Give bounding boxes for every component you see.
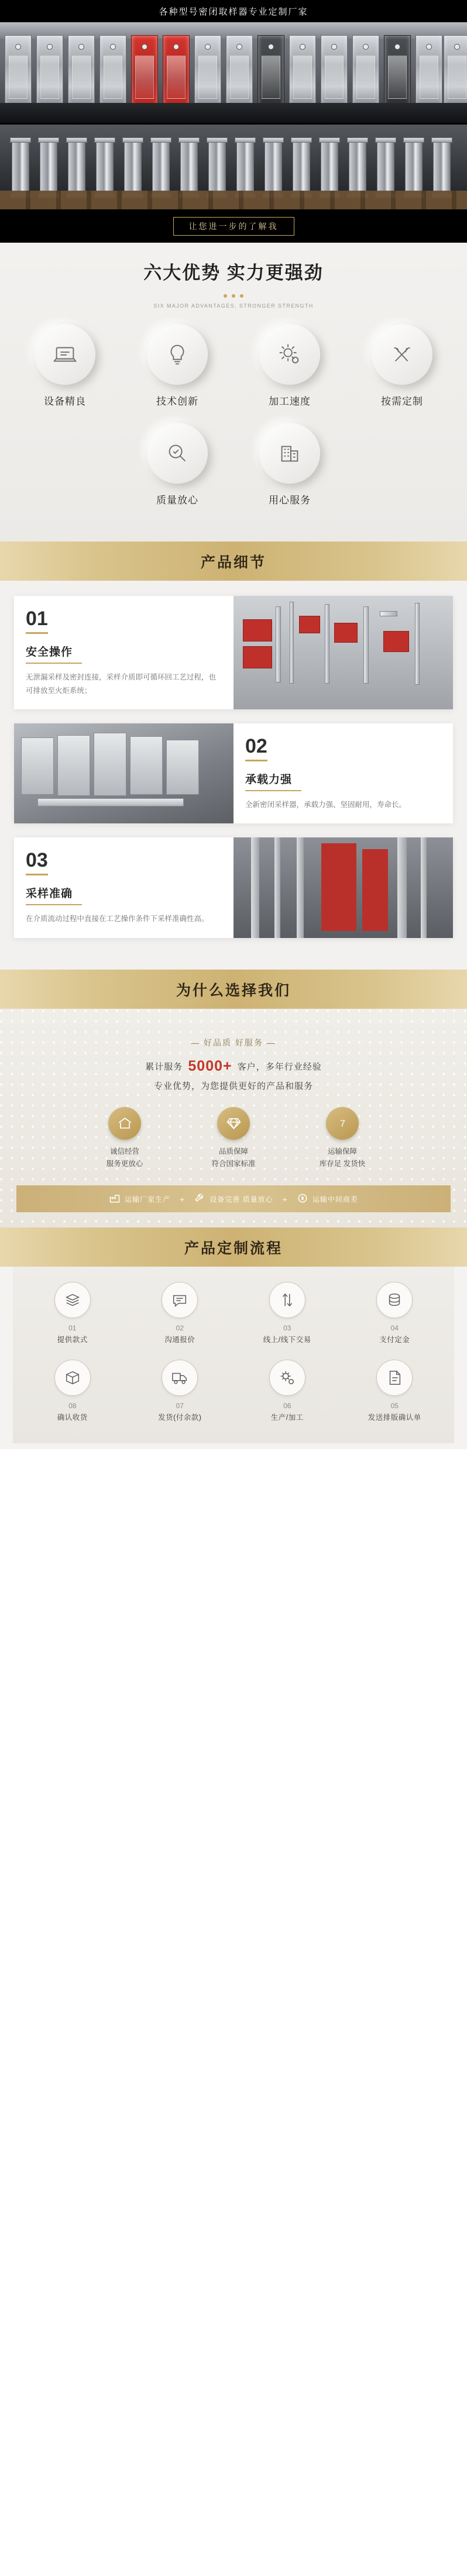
box-icon	[54, 1360, 91, 1396]
detail-card-03	[14, 837, 453, 937]
why-card-line1: 诚信经营	[109, 1147, 139, 1156]
detail-card-title: 承载力强	[245, 774, 293, 787]
advantages-grid	[0, 324, 467, 522]
flow-section-header	[0, 1227, 467, 1267]
why-stat-line2: 专业优势，为您提供更好的产品和服务	[153, 1081, 313, 1091]
advantage-label: 加工速度	[269, 396, 311, 407]
sampler-closeup-red-image	[234, 596, 453, 709]
title-underline	[26, 904, 82, 905]
details-section-title: 产品细节	[200, 554, 266, 571]
detail-card-title: 采样准确	[26, 888, 73, 901]
flow-step-number: 06	[283, 1402, 291, 1410]
advantages-ribbon-label: 让您进一步的了解我	[173, 217, 294, 236]
why-section-header	[0, 970, 467, 1009]
hero-photo-strip	[0, 22, 467, 209]
advantage-label: 按需定制	[381, 396, 423, 407]
sampler-industrial-site-image	[234, 837, 453, 937]
svg-text:7: 7	[339, 1118, 345, 1129]
detail-card-body: 无泄漏采样及密封连接，采样介质即可循环回工艺过程，也可排放至火炬系统；	[26, 673, 217, 695]
stat-number: 5000+	[188, 1057, 232, 1074]
why-card-line1: 运输保障	[327, 1147, 357, 1156]
advantage-label: 技术创新	[156, 396, 198, 407]
strip-plus: +	[180, 1194, 185, 1204]
stack-icon	[54, 1282, 91, 1318]
flow-step-label: 线上/线下交易	[263, 1336, 311, 1344]
flow-step-label: 发货(付余款)	[158, 1413, 202, 1422]
why-card-line1: 品质保障	[218, 1147, 248, 1156]
flow-step-4	[341, 1282, 449, 1344]
why-cards	[0, 1107, 467, 1171]
flow-step-label: 支付定金	[379, 1336, 410, 1344]
flow-section	[0, 1267, 467, 1449]
title-underline	[245, 790, 301, 791]
advantages-section	[0, 209, 467, 542]
gears-icon	[269, 1360, 305, 1396]
sampler-cabinet-gray-image	[14, 723, 234, 823]
wrench-icon	[194, 1192, 205, 1206]
flow-step-2	[126, 1282, 234, 1344]
strip-item-label: 运输中间商差	[312, 1195, 358, 1203]
why-card-line2: 库存足 发货快	[319, 1159, 366, 1168]
detail-card-number: 01	[26, 609, 48, 634]
flow-step-number: 01	[68, 1324, 77, 1332]
advantage-label: 用心服务	[269, 495, 311, 506]
flow-step-number: 07	[176, 1402, 184, 1410]
hero-photo-bottom	[0, 123, 467, 209]
strip-plus: +	[282, 1194, 287, 1204]
hero-photo-top	[0, 22, 467, 123]
advantage-item-5	[135, 423, 220, 506]
why-card-3	[304, 1107, 380, 1171]
flow-step-5	[341, 1360, 449, 1422]
stat-suffix: 客户，多年行业经验	[237, 1061, 322, 1072]
details-section	[0, 581, 467, 970]
flow-step-label: 提供款式	[57, 1336, 88, 1344]
magnifier-icon	[147, 423, 208, 484]
why-section	[0, 1009, 467, 1228]
detail-card-text	[14, 596, 234, 709]
detail-card-text	[234, 723, 453, 823]
flow-step-label: 生产/加工	[270, 1413, 304, 1422]
building-icon	[259, 423, 320, 484]
bulb-icon	[147, 324, 208, 385]
gear-icon	[259, 324, 320, 385]
flow-step-8	[19, 1360, 126, 1422]
flow-grid	[13, 1267, 454, 1443]
detail-card-body: 在介质流动过程中直接在工艺操作条件下采样准确性高。	[26, 915, 209, 923]
advantage-item-6	[247, 423, 332, 506]
why-stat-line1	[0, 1058, 467, 1075]
detail-card-number: 03	[26, 850, 48, 875]
document-icon	[376, 1360, 413, 1396]
flow-step-number: 08	[68, 1402, 77, 1410]
advantages-subtitle: SIX MAJOR ADVANTAGES, STRONGER STRENGTH	[153, 303, 314, 309]
detail-card-02	[14, 723, 453, 823]
advantage-item-3	[247, 324, 332, 408]
flow-step-6	[234, 1360, 341, 1422]
advantages-ribbon	[0, 209, 467, 243]
chat-icon	[162, 1282, 198, 1318]
why-separator: — 好品质 好服务 —	[191, 1037, 276, 1047]
advantage-label: 质量放心	[156, 495, 198, 506]
truck-icon	[162, 1360, 198, 1396]
detail-card-01	[14, 596, 453, 709]
flow-step-7	[126, 1360, 234, 1422]
why-card-1	[87, 1107, 163, 1171]
advantage-item-1	[22, 324, 108, 408]
tools-icon	[372, 324, 432, 385]
strip-item-3	[297, 1192, 358, 1206]
flow-step-number: 05	[390, 1402, 399, 1410]
strip-item-1	[109, 1192, 170, 1206]
why-gold-strip	[16, 1185, 451, 1212]
flow-section-title: 产品定制流程	[184, 1240, 283, 1257]
flow-step-3	[234, 1282, 341, 1344]
title-dots	[0, 290, 467, 301]
seven-icon	[326, 1107, 359, 1140]
advantages-title: 六大优势 实力更强劲	[143, 263, 324, 283]
flow-step-number: 02	[176, 1324, 184, 1332]
coins-icon	[376, 1282, 413, 1318]
why-card-line2: 服务更放心	[106, 1159, 143, 1168]
flow-step-1	[19, 1282, 126, 1344]
strip-item-2	[194, 1192, 273, 1206]
coin-icon	[297, 1192, 308, 1206]
flow-step-number: 03	[283, 1324, 291, 1332]
factory-icon	[109, 1192, 121, 1206]
flow-step-label: 沟通报价	[164, 1336, 195, 1344]
strip-item-label: 运输厂家生产	[125, 1195, 171, 1203]
page-headline: 各种型号密闭取样器专业定制厂家	[0, 0, 467, 22]
why-card-2	[195, 1107, 272, 1171]
detail-card-title: 安全操作	[26, 646, 73, 658]
advantage-item-2	[135, 324, 220, 408]
home-icon	[108, 1107, 141, 1140]
detail-card-body: 全新密闭采样器，承载力强、坚固耐用，寿命长。	[245, 801, 407, 809]
title-underline	[26, 663, 82, 664]
detail-card-text	[14, 837, 234, 937]
details-section-header	[0, 542, 467, 581]
why-section-title: 为什么选择我们	[176, 982, 291, 999]
advantage-label: 设备精良	[44, 396, 86, 407]
flow-step-label: 发送排版确认单	[368, 1413, 421, 1422]
diamond-icon	[217, 1107, 250, 1140]
stat-prefix: 累计服务	[145, 1061, 183, 1072]
strip-item-label: 设备完善 质量放心	[210, 1195, 273, 1203]
detail-card-number: 02	[245, 736, 267, 761]
exchange-icon	[269, 1282, 305, 1318]
laptop-icon	[35, 324, 95, 385]
why-card-line2: 符合国家标准	[211, 1159, 256, 1168]
advantage-item-4	[359, 324, 445, 408]
flow-step-label: 确认收货	[57, 1413, 88, 1422]
flow-step-number: 04	[390, 1324, 399, 1332]
